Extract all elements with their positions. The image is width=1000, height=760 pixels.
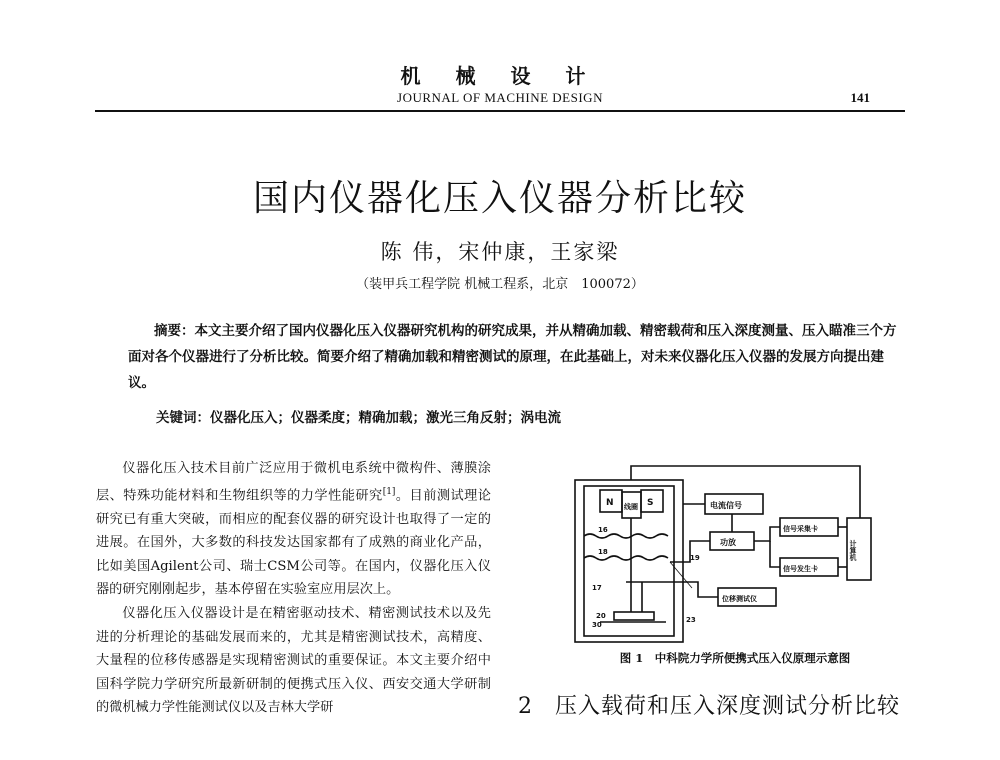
label-23: 23	[686, 616, 696, 624]
label-computer: 计算机	[849, 540, 857, 561]
article-title: 国内仪器化压入仪器分析比较	[252, 178, 747, 219]
spring-upper	[584, 534, 668, 538]
label-acq: 信号采集卡	[783, 525, 818, 533]
keywords	[128, 406, 908, 426]
label-18: 18	[598, 548, 608, 556]
body-paragraph-1: 仪器化压入技术目前广泛应用于微机电系统中微构件、薄膜涂层、特殊功能材料和生物组织等的力学性能研究[1]。目前测试理论研究已有重大突破，而相应的配套仪器的研究设计也取得了一定的进展。在国外，大多数的科技发达国家都有了成熟的商业化产品，比如美国Agilent公司、瑞士CSM公司等。在国内，仪器化压入仪器的研究刚刚起步，基本停留在实验室应用层次上。	[96, 461, 491, 598]
figure-1-caption: 图 1 中科院力学所便携式压入仪原理示意图	[619, 651, 851, 665]
citation-ref[interactable]: [1]	[382, 486, 396, 497]
body-paragraph-2: 仪器化压入仪器设计是在精密驱动技术、精密测试技术以及先进的分析理论的基础发展而来的，尤其是精密测试技术，高精度、大量程的位移传感器是实现精密测试的重要保证。本文主要介绍中国科学院力学研究所最新研制的便携式压入仪、西安交通大学研制的微机械力学性能测试仪以及吉林大学研	[96, 605, 491, 716]
label-19: 19	[690, 554, 700, 562]
label-20: 20	[596, 612, 606, 620]
label-16: 16	[598, 526, 608, 534]
abstract-text: 本文主要介绍了国内仪器化压入仪器研究机构的研究成果，并从精确加载、精密载荷和压入深度测量、压入瞄准三个方面对各个仪器进行了分析比较。简要介绍了精确加载和精密测试的原理，在此基础上，对未来仪器化压入仪器的发展方向提出建议。	[128, 323, 897, 391]
abstract-label: 摘要：	[154, 323, 195, 339]
journal-title-cn: 机 械 设 计	[400, 64, 600, 88]
abstract	[128, 318, 908, 396]
label-current: 电流信号	[710, 501, 742, 510]
label-coil: 线圈	[624, 503, 638, 511]
header-rule	[95, 110, 905, 112]
label-n: N	[606, 498, 614, 508]
article-authors: 陈 伟，宋仲康，王家梁	[380, 240, 620, 264]
label-amp: 功放	[720, 538, 736, 547]
label-17: 17	[592, 584, 602, 592]
keywords-label: 关键词：	[156, 410, 210, 426]
label-s: S	[647, 498, 654, 508]
body-column-left	[96, 457, 491, 720]
spring-lower	[584, 556, 668, 560]
section-2-heading	[518, 690, 938, 724]
page-number: 141	[850, 90, 870, 105]
label-disp: 位移测试仪	[722, 595, 757, 603]
section-number: 2	[518, 694, 533, 719]
figure-1-diagram	[570, 462, 890, 647]
section-title: 压入载荷和压入深度测试分析比较	[555, 694, 901, 719]
keywords-text: 仪器化压入；仪器柔度；精确加载；激光三角反射；涡电流	[210, 410, 561, 426]
journal-title-en: JOURNAL OF MACHINE DESIGN	[397, 90, 603, 105]
article-affiliation: （装甲兵工程学院 机械工程系，北京 100072）	[356, 277, 644, 292]
label-gen: 信号发生卡	[783, 565, 818, 573]
label-30: 30	[592, 621, 602, 629]
